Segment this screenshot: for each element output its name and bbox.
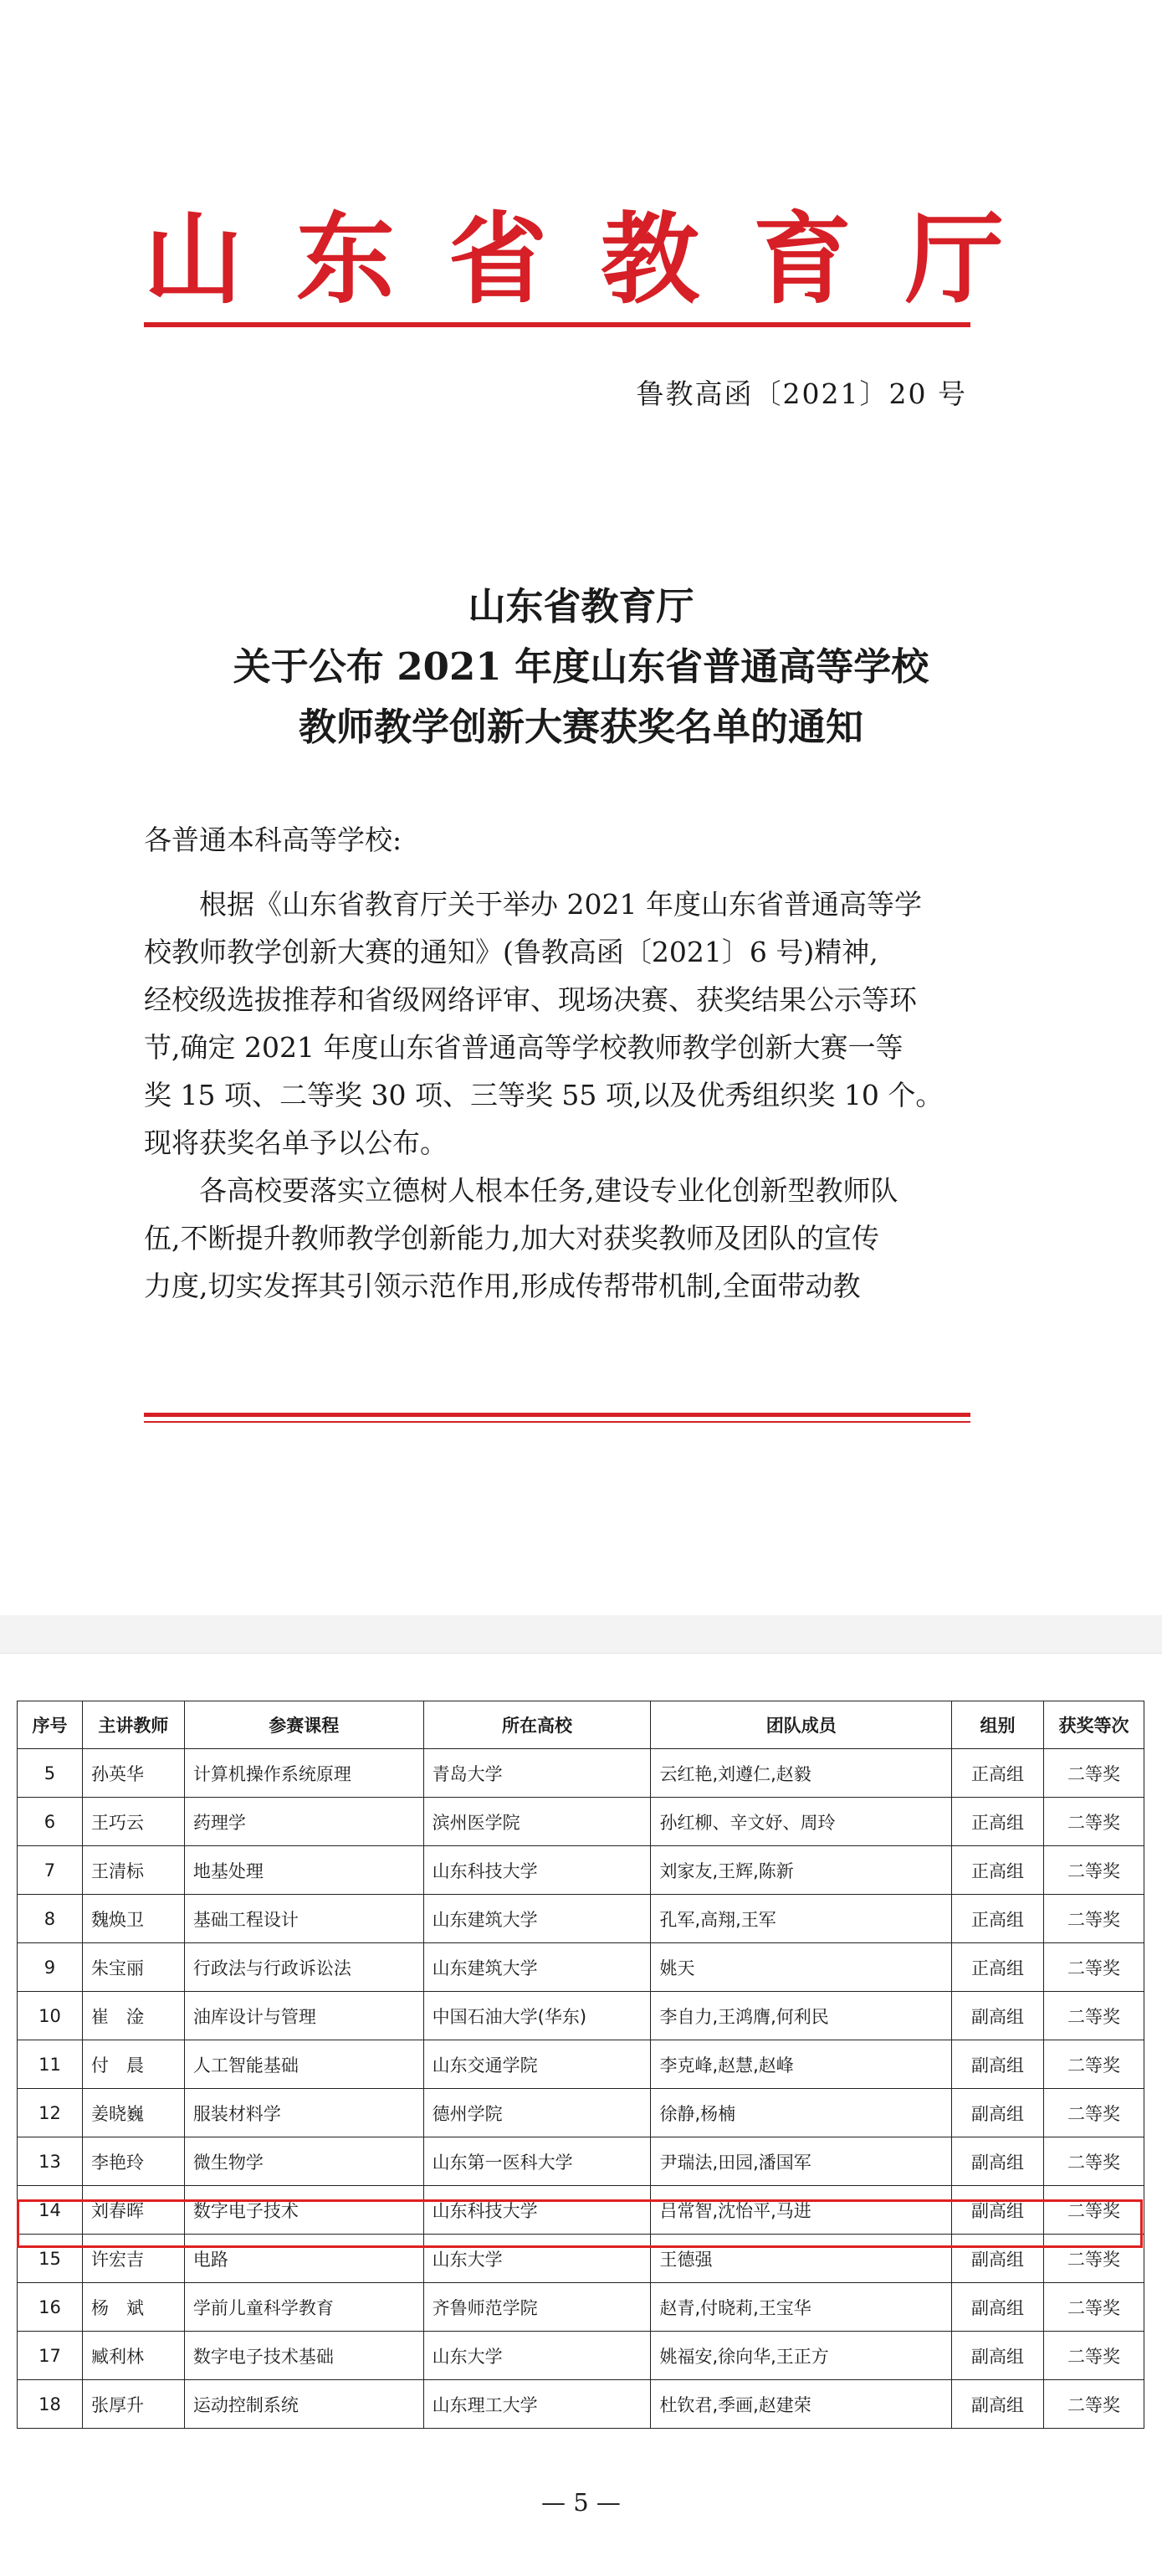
table-row: [18, 1943, 1144, 1992]
cell-teacher: 王巧云: [82, 1798, 184, 1846]
table-row: [18, 1798, 1144, 1846]
cell-index: 18: [18, 2380, 83, 2429]
cell-award: 二等奖: [1044, 2137, 1144, 2186]
cell-course: 基础工程设计: [184, 1895, 423, 1943]
salutation: 各普通本科高等学校:: [144, 824, 402, 856]
cell-university: 山东建筑大学: [423, 1943, 651, 1992]
document-number: 鲁教高函〔2021〕20 号: [636, 377, 967, 410]
cell-award: 二等奖: [1044, 2186, 1144, 2235]
table-row: [18, 1846, 1144, 1895]
cell-team: 尹瑞法,田园,潘国军: [651, 2137, 952, 2186]
cell-course: 服装材料学: [184, 2089, 423, 2137]
cell-team: 孙红柳、辛文妤、周玲: [651, 1798, 952, 1846]
cell-teacher: 朱宝丽: [82, 1943, 184, 1992]
cell-award: 二等奖: [1044, 1846, 1144, 1895]
header-teacher: 主讲教师: [82, 1701, 184, 1749]
cell-group: 副高组: [952, 2380, 1044, 2429]
cell-teacher: 李艳玲: [82, 2137, 184, 2186]
cell-group: 副高组: [952, 2332, 1044, 2380]
table-row: [18, 2089, 1144, 2137]
body-line: 各高校要落实立德树人根本任务,建设专业化创新型教师队: [199, 1174, 898, 1207]
cell-teacher: 姜晓巍: [82, 2089, 184, 2137]
cell-teacher: 崔 淦: [82, 1992, 184, 2040]
cell-index: 7: [18, 1846, 83, 1895]
cell-course: 计算机操作系统原理: [184, 1749, 423, 1798]
cell-course: 油库设计与管理: [184, 1992, 423, 2040]
cell-teacher: 王清标: [82, 1846, 184, 1895]
table-row: [18, 2380, 1144, 2429]
cell-team: 刘家友,王辉,陈新: [651, 1846, 952, 1895]
cell-group: 正高组: [952, 1846, 1044, 1895]
body-line: 力度,切实发挥其引领示范作用,形成传帮带机制,全面带动教: [144, 1270, 861, 1302]
cell-index: 17: [18, 2332, 83, 2380]
body-line: 节,确定 2021 年度山东省普通高等学校教师教学创新大赛一等: [144, 1031, 903, 1064]
body-line: 伍,不断提升教师教学创新能力,加大对获奖教师及团队的宣传: [144, 1222, 879, 1255]
cell-university: 山东交通学院: [423, 2040, 651, 2089]
table-row: [18, 2283, 1144, 2332]
letterhead-agency: 山东省教育厅: [144, 201, 1058, 317]
cell-award: 二等奖: [1044, 1895, 1144, 1943]
cell-university: 山东第一医科大学: [423, 2137, 651, 2186]
table-row: [18, 2186, 1144, 2235]
body-line: 校教师教学创新大赛的通知》(鲁教高函〔2021〕6 号)精神,: [144, 936, 878, 968]
cell-award: 二等奖: [1044, 1992, 1144, 2040]
cell-team: 云红艳,刘遵仁,赵毅: [651, 1749, 952, 1798]
cell-team: 孔军,高翔,王军: [651, 1895, 952, 1943]
cell-course: 药理学: [184, 1798, 423, 1846]
cell-teacher: 付 晨: [82, 2040, 184, 2089]
page-number: — 5 —: [541, 2488, 621, 2517]
cell-university: 青岛大学: [423, 1749, 651, 1798]
cell-award: 二等奖: [1044, 2040, 1144, 2089]
cell-teacher: 臧利林: [82, 2332, 184, 2380]
cell-course: 数字电子技术: [184, 2186, 423, 2235]
cell-award: 二等奖: [1044, 2332, 1144, 2380]
cell-team: 李克峰,赵慧,赵峰: [651, 2040, 952, 2089]
header-award: 获奖等次: [1044, 1701, 1144, 1749]
awards-table: [17, 1701, 1144, 2429]
cell-award: 二等奖: [1044, 2380, 1144, 2429]
table-row: [18, 1749, 1144, 1798]
cell-group: 正高组: [952, 1798, 1044, 1846]
cell-teacher: 杨 斌: [82, 2283, 184, 2332]
title-line-3: 教师教学创新大赛获奖名单的通知: [298, 705, 863, 749]
cell-teacher: 张厚升: [82, 2380, 184, 2429]
title-line-2: 关于公布 2021 年度山东省普通高等学校: [233, 644, 929, 689]
cell-group: 副高组: [952, 2235, 1044, 2283]
cell-index: 9: [18, 1943, 83, 1992]
cell-group: 正高组: [952, 1895, 1044, 1943]
cell-index: 11: [18, 2040, 83, 2089]
cell-team: 姚天: [651, 1943, 952, 1992]
cell-group: 副高组: [952, 2186, 1044, 2235]
cell-university: 山东大学: [423, 2235, 651, 2283]
cell-award: 二等奖: [1044, 2089, 1144, 2137]
notice-body: [144, 816, 970, 1310]
table-row: [18, 2040, 1144, 2089]
header-group: 组别: [952, 1701, 1044, 1749]
cell-team: 赵青,付晓莉,王宝华: [651, 2283, 952, 2332]
cell-course: 学前儿童科学教育: [184, 2283, 423, 2332]
cell-award: 二等奖: [1044, 2235, 1144, 2283]
cell-university: 山东科技大学: [423, 2186, 651, 2235]
cell-team: 徐静,杨楠: [651, 2089, 952, 2137]
cell-group: 副高组: [952, 1992, 1044, 2040]
cell-index: 10: [18, 1992, 83, 2040]
cell-index: 15: [18, 2235, 83, 2283]
cell-award: 二等奖: [1044, 1798, 1144, 1846]
cell-course: 微生物学: [184, 2137, 423, 2186]
cell-teacher: 刘春晖: [82, 2186, 184, 2235]
footer-red-line-top: [144, 1413, 970, 1417]
body-line: 奖 15 项、二等奖 30 项、三等奖 55 项,以及优秀组织奖 10 个。: [144, 1079, 944, 1111]
cell-team: 杜钦君,季画,赵建荣: [651, 2380, 952, 2429]
cell-teacher: 许宏吉: [82, 2235, 184, 2283]
cell-group: 副高组: [952, 2137, 1044, 2186]
cell-university: 山东建筑大学: [423, 1895, 651, 1943]
body-line: 根据《山东省教育厅关于举办 2021 年度山东省普通高等学: [199, 888, 922, 921]
cell-university: 德州学院: [423, 2089, 651, 2137]
cell-group: 正高组: [952, 1749, 1044, 1798]
header-index: 序号: [18, 1701, 83, 1749]
body-line: 经校级选拔推荐和省级网络评审、现场决赛、获奖结果公示等环: [144, 983, 917, 1016]
cell-university: 山东大学: [423, 2332, 651, 2380]
cell-index: 8: [18, 1895, 83, 1943]
cell-award: 二等奖: [1044, 1749, 1144, 1798]
cell-award: 二等奖: [1044, 2283, 1144, 2332]
cell-award: 二等奖: [1044, 1943, 1144, 1992]
body-line: 现将获奖名单予以公布。: [144, 1126, 448, 1159]
cell-index: 6: [18, 1798, 83, 1846]
title-line-1: 山东省教育厅: [468, 584, 694, 629]
cell-course: 人工智能基础: [184, 2040, 423, 2089]
cell-course: 电路: [184, 2235, 423, 2283]
header-course: 参赛课程: [184, 1701, 423, 1749]
cell-group: 正高组: [952, 1943, 1044, 1992]
cell-team: 李自力,王鸿膺,何利民: [651, 1992, 952, 2040]
cell-group: 副高组: [952, 2283, 1044, 2332]
table-row: [18, 1895, 1144, 1943]
table-row: [18, 2332, 1144, 2380]
cell-index: 12: [18, 2089, 83, 2137]
cell-teacher: 孙英华: [82, 1749, 184, 1798]
cell-course: 数字电子技术基础: [184, 2332, 423, 2380]
cell-university: 滨州医学院: [423, 1798, 651, 1846]
cell-index: 13: [18, 2137, 83, 2186]
cell-group: 副高组: [952, 2089, 1044, 2137]
cell-index: 16: [18, 2283, 83, 2332]
cell-university: 中国石油大学(华东): [423, 1992, 651, 2040]
cell-university: 山东科技大学: [423, 1846, 651, 1895]
cell-team: 王德强: [651, 2235, 952, 2283]
cell-course: 地基处理: [184, 1846, 423, 1895]
footer-red-line-bottom: [144, 1421, 970, 1423]
page-gap: [0, 1615, 1162, 1653]
cell-course: 行政法与行政诉讼法: [184, 1943, 423, 1992]
cell-index: 5: [18, 1749, 83, 1798]
cell-teacher: 魏焕卫: [82, 1895, 184, 1943]
cell-university: 齐鲁师范学院: [423, 2283, 651, 2332]
letterhead-red-line: [144, 322, 970, 327]
cell-group: 副高组: [952, 2040, 1044, 2089]
table-row: [18, 2235, 1144, 2283]
cell-team: 吕常智,沈怡平,马进: [651, 2186, 952, 2235]
header-team: 团队成员: [651, 1701, 952, 1749]
table-row: [18, 1992, 1144, 2040]
cell-index: 14: [18, 2186, 83, 2235]
table-header-row: [18, 1701, 1144, 1749]
cell-university: 山东理工大学: [423, 2380, 651, 2429]
table-row: [18, 2137, 1144, 2186]
cell-team: 姚福安,徐向华,王正方: [651, 2332, 952, 2380]
header-university: 所在高校: [423, 1701, 651, 1749]
cell-course: 运动控制系统: [184, 2380, 423, 2429]
